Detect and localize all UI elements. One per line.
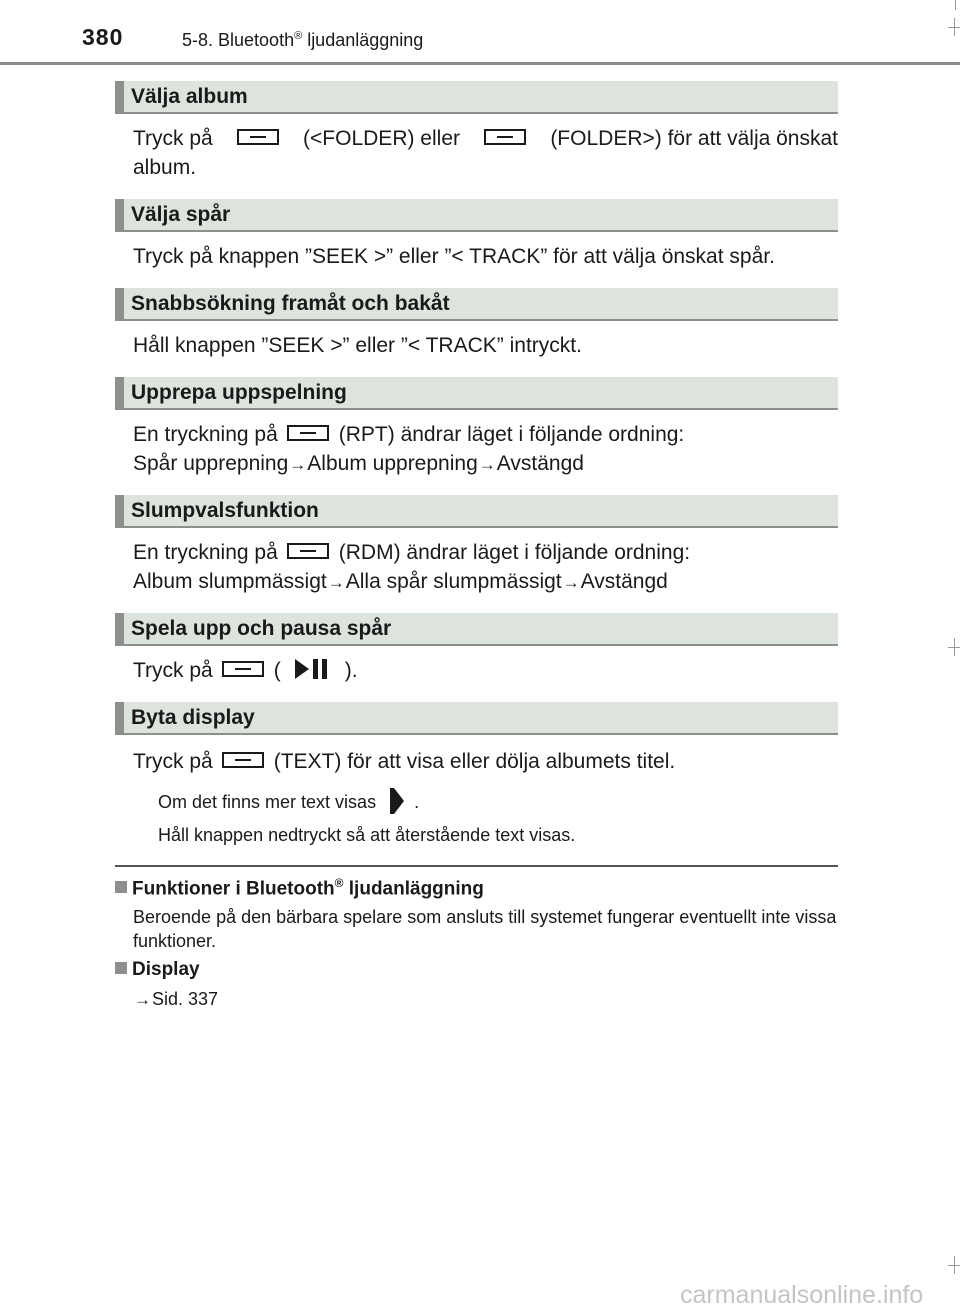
note-title: Display xyxy=(132,959,200,980)
play-pause-icon xyxy=(295,658,331,680)
note-title-prefix: Funktioner i Bluetooth xyxy=(132,878,335,900)
button-icon xyxy=(287,543,329,559)
note-body-display xyxy=(133,987,838,1012)
button-icon xyxy=(287,425,329,441)
text: ( xyxy=(273,659,281,682)
section-title: Upprepa uppspelning xyxy=(131,381,347,404)
header-rule xyxy=(0,62,960,65)
notes-divider xyxy=(115,865,838,867)
page-reference: Sid. 337 xyxy=(152,989,219,1009)
page-number: 380 xyxy=(82,24,124,50)
chapter-title-suffix: ljudanläggning xyxy=(302,30,424,50)
chapter-title xyxy=(182,30,423,51)
section-title: Slumpvalsfunktion xyxy=(131,499,319,522)
mode: Avstängd xyxy=(496,452,584,475)
text: (TEXT) för att visa eller dölja albumets titel. xyxy=(273,750,676,773)
mode: Album upprepning xyxy=(307,452,478,475)
button-icon xyxy=(222,661,264,677)
text: Tryck på xyxy=(133,750,213,773)
text-line xyxy=(133,124,838,153)
scroll-arrow-icon xyxy=(390,788,404,814)
section-body-repeat xyxy=(133,420,838,479)
text-line xyxy=(133,420,838,449)
button-icon xyxy=(484,129,526,145)
button-icon xyxy=(237,129,279,145)
text: Tryck på xyxy=(133,127,213,150)
mode: Avstängd xyxy=(580,570,668,593)
arrow-glyph: → xyxy=(134,990,151,1009)
mode: Alla spår slumpmässigt xyxy=(345,570,562,593)
watermark: carmanualsonline.info xyxy=(680,1281,924,1309)
text-line: album. xyxy=(133,156,197,179)
text: Tryck på xyxy=(133,659,213,682)
text: (FOLDER>) för att välja önskat xyxy=(550,127,838,150)
section-body-display xyxy=(133,747,838,776)
arrow-glyph: → xyxy=(327,573,345,592)
section-title: Välja spår xyxy=(131,203,231,226)
crop-mark xyxy=(954,1256,955,1274)
text-line xyxy=(133,538,838,567)
text: (RPT) ändrar läget i följande ordning: xyxy=(338,423,685,446)
square-bullet-icon xyxy=(115,962,127,974)
note-heading-display xyxy=(115,959,200,981)
note-body-bluetooth: Beroende på den bärbara spelare som ansluts till systemet fungerar eventuellt inte vissa funktioner. xyxy=(133,907,837,951)
note-title-suffix: ljudanläggning xyxy=(343,878,484,900)
section-body-seek: Håll knappen ”SEEK >” eller ”< TRACK” intryckt. xyxy=(133,334,582,357)
section-header-random xyxy=(115,495,838,528)
text: (<FOLDER) eller xyxy=(303,127,460,150)
section-header-play xyxy=(115,613,838,646)
chapter-title-prefix: 5-8. Bluetooth xyxy=(182,30,295,50)
section-body-album xyxy=(133,124,838,182)
mode-sequence xyxy=(133,449,838,479)
section-header-seek xyxy=(115,288,838,321)
section-title: Spela upp och pausa spår xyxy=(131,617,392,640)
text: Om det finns mer text visas xyxy=(158,791,377,812)
section-header-track xyxy=(115,199,838,232)
arrow-glyph: → xyxy=(562,573,580,592)
crop-mark xyxy=(955,0,956,10)
text: En tryckning på xyxy=(133,423,278,446)
registered-mark: ® xyxy=(334,876,344,890)
square-bullet-icon xyxy=(115,881,127,893)
registered-mark: ® xyxy=(294,30,303,42)
crop-mark xyxy=(954,638,955,656)
text: En tryckning på xyxy=(133,541,278,564)
display-note-2: Håll knappen nedtryckt så att återstående text visas. xyxy=(158,825,576,845)
crop-mark xyxy=(954,18,955,36)
section-header-display xyxy=(115,702,838,735)
note-heading-bluetooth xyxy=(115,876,484,900)
mode: Spår upprepning xyxy=(133,452,289,475)
section-body-random xyxy=(133,538,838,597)
text: (RDM) ändrar läget i följande ordning: xyxy=(338,541,691,564)
arrow-glyph: → xyxy=(289,455,307,474)
text: ). xyxy=(344,659,358,682)
section-title: Snabbsökning framåt och bakåt xyxy=(131,292,450,315)
arrow-glyph: → xyxy=(478,455,496,474)
section-body-play xyxy=(133,656,838,685)
text: . xyxy=(414,791,420,812)
mode: Album slumpmässigt xyxy=(133,570,327,593)
section-title: Byta display xyxy=(131,706,255,729)
mode-sequence xyxy=(133,567,838,597)
section-body-track: Tryck på knappen ”SEEK >” eller ”< TRACK” för att välja önskat spår. xyxy=(133,245,775,268)
section-title: Välja album xyxy=(131,85,248,108)
section-header-repeat xyxy=(115,377,838,410)
section-header-album xyxy=(115,81,838,114)
display-note-1 xyxy=(158,790,419,816)
button-icon xyxy=(222,752,264,768)
